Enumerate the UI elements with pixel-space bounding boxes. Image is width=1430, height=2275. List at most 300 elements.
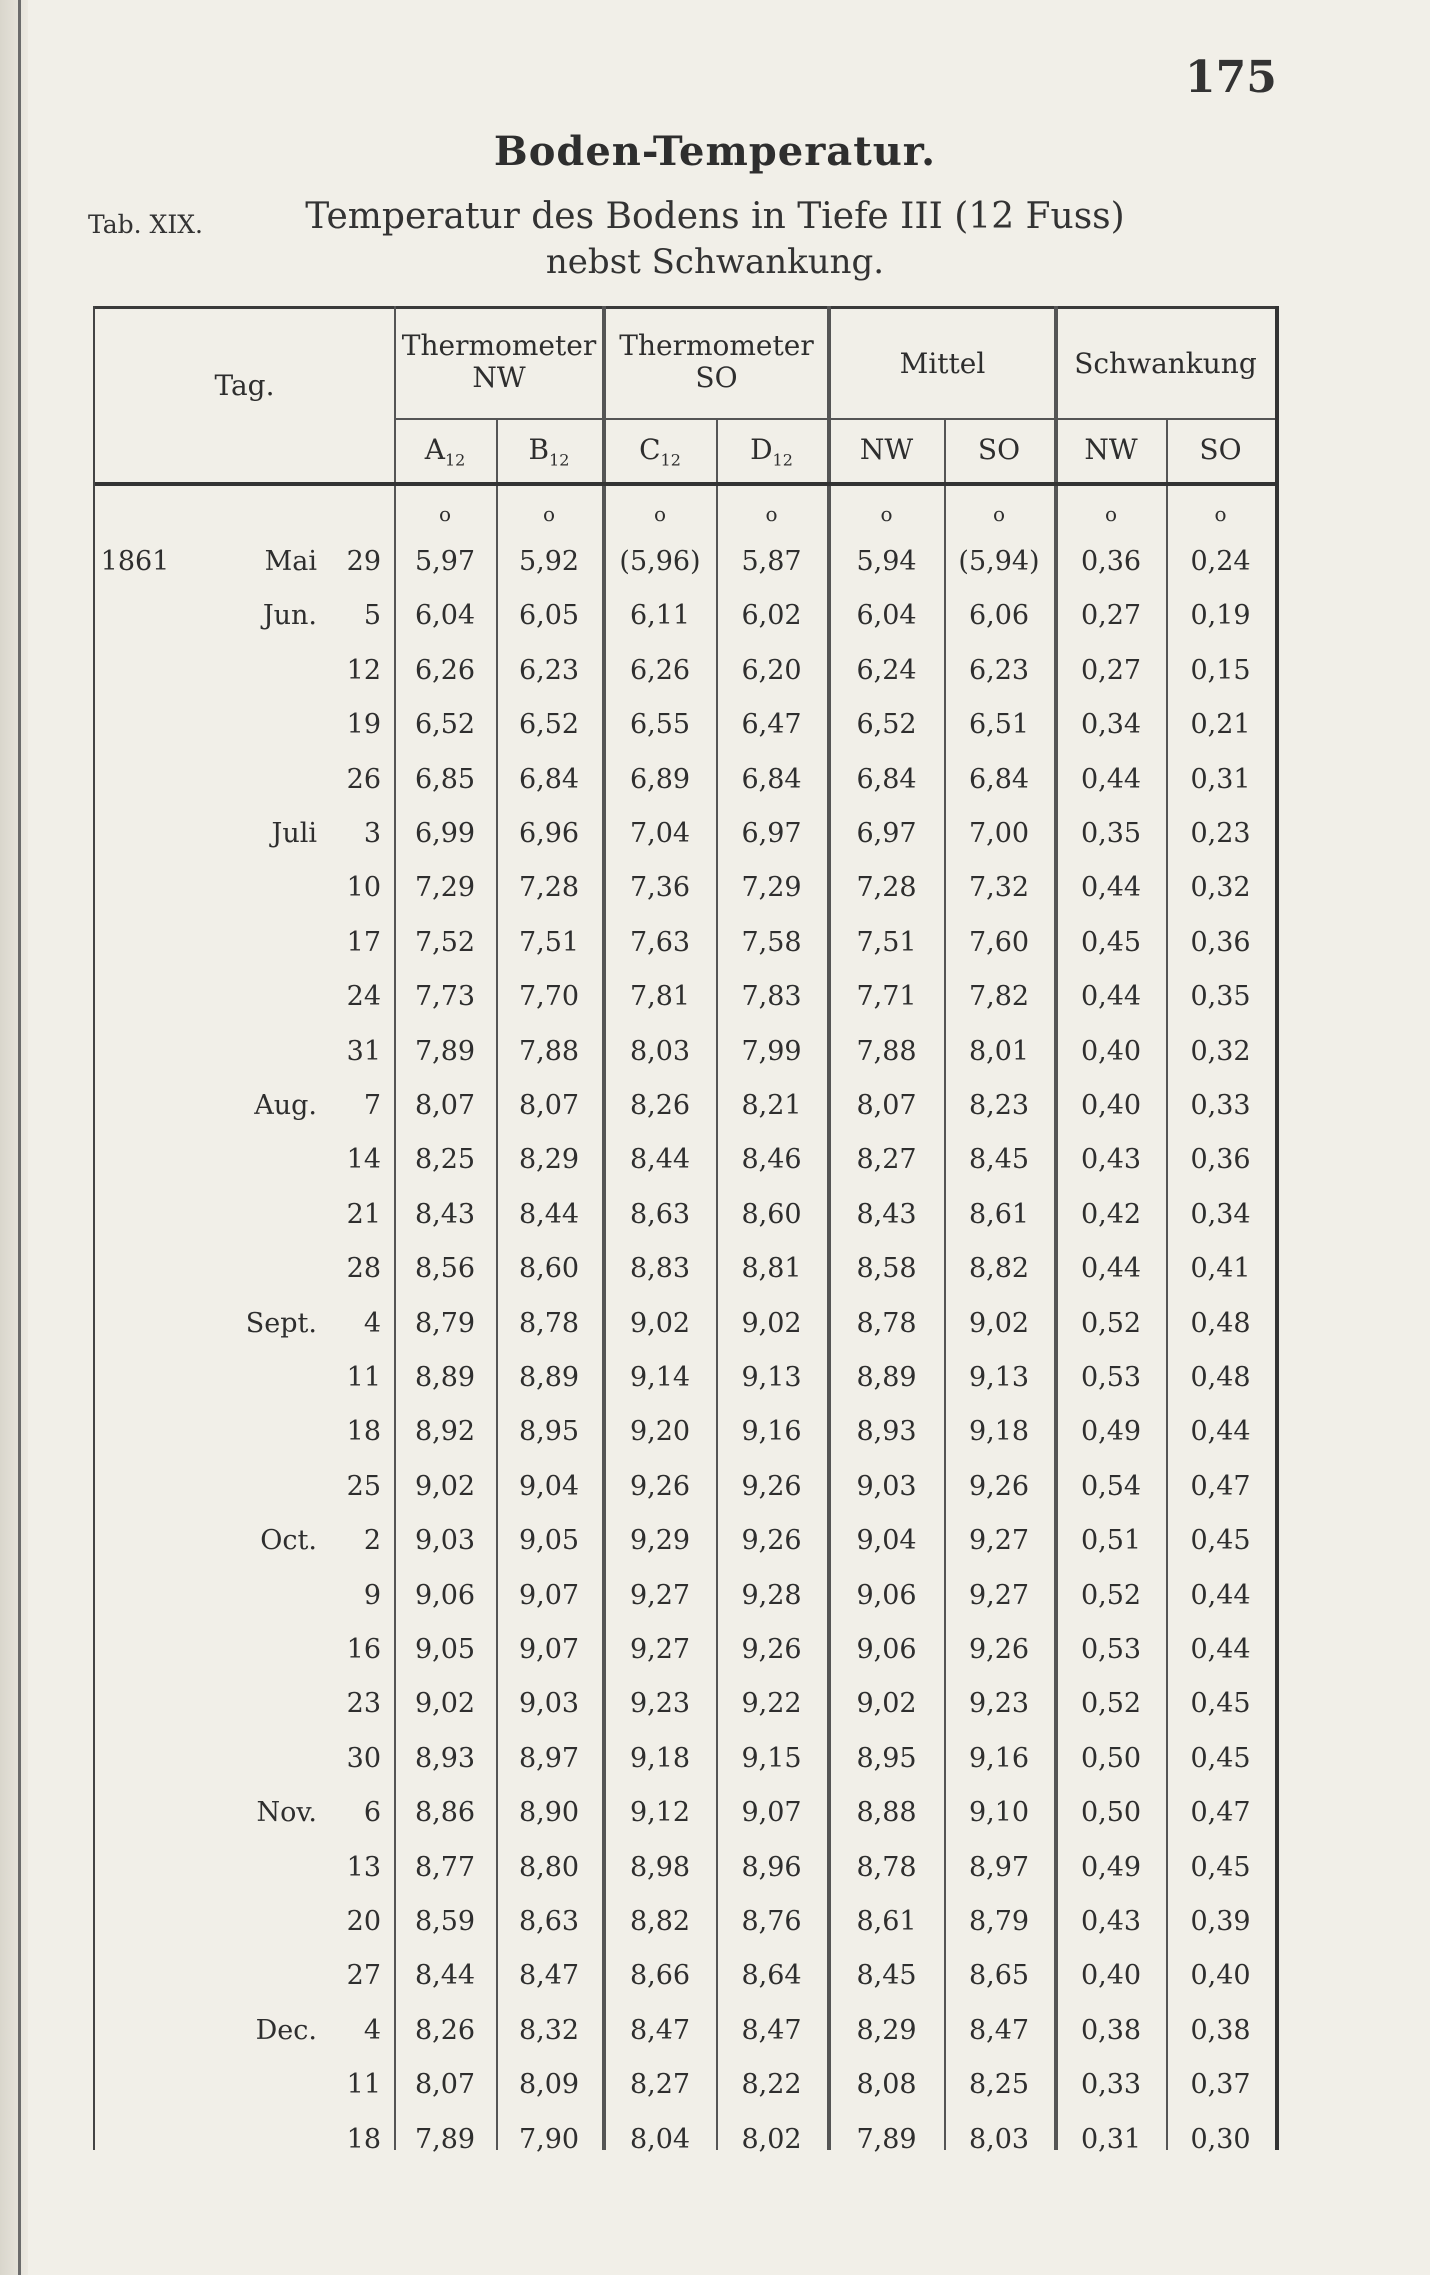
cell-mittel-nw: 8,78 <box>856 1307 917 1339</box>
cell-c12: 8,44 <box>629 1144 691 1176</box>
cell-mittel-so: 7,00 <box>968 818 1030 849</box>
cell-schwankung-nw: 0,42 <box>1080 1198 1142 1230</box>
cell-d12: 9,26 <box>741 1634 802 1665</box>
cell-a12: 5,97 <box>414 546 476 577</box>
cell-schwankung-nw: 0,44 <box>1080 981 1142 1013</box>
table-row <box>95 1735 1275 1789</box>
table-row <box>95 1626 1275 1680</box>
cell-a12: 8,86 <box>414 1797 476 1829</box>
cell-b12: 8,78 <box>518 1307 580 1339</box>
subheader-schw-nw: NW <box>1084 433 1138 466</box>
cell-mittel-nw: 8,29 <box>856 2014 917 2046</box>
header-schwankung: Schwankung <box>1074 347 1257 380</box>
table-row <box>95 1517 1275 1571</box>
table-row <box>95 538 1275 592</box>
cell-mittel-so: 6,84 <box>968 763 1030 795</box>
cell-mittel-nw: 9,06 <box>856 1579 917 1611</box>
cell-mittel-so: 9,26 <box>968 1634 1030 1665</box>
cell-a12: 8,92 <box>414 1416 476 1448</box>
table-caption-line2: nebst Schwankung. <box>545 242 885 282</box>
cell-schwankung-nw: 0,34 <box>1080 709 1142 741</box>
cell-day: 14 <box>346 1144 381 1176</box>
header-tag: Tag. <box>214 369 275 402</box>
cell-mittel-nw: 8,95 <box>856 1742 917 1774</box>
cell-schwankung-so: 0,45 <box>1190 1688 1251 1720</box>
cell-d12: 9,07 <box>741 1797 802 1829</box>
cell-b12: 7,88 <box>518 1035 580 1067</box>
cell-a12: 9,05 <box>414 1634 476 1665</box>
degree-mark: o <box>438 502 452 526</box>
cell-schwankung-nw: 0,40 <box>1080 1090 1142 1121</box>
degree-mark: o <box>765 502 778 526</box>
cell-month: Sept. <box>245 1307 317 1339</box>
cell-schwankung-so: 0,41 <box>1190 1253 1251 1285</box>
table-row <box>95 810 1275 864</box>
cell-month: Dec. <box>255 2014 317 2046</box>
cell-mittel-nw: 6,04 <box>856 600 917 632</box>
cell-c12: 8,27 <box>629 2069 691 2101</box>
cell-d12: 6,97 <box>741 818 802 849</box>
cell-b12: 7,70 <box>518 981 580 1013</box>
cell-d12: 7,83 <box>741 981 802 1013</box>
table-row <box>95 592 1275 646</box>
cell-mittel-so: 8,65 <box>968 1960 1030 1992</box>
cell-schwankung-so: 0,44 <box>1190 1579 1251 1611</box>
cell-schwankung-so: 0,32 <box>1190 1035 1251 1067</box>
cell-schwankung-so: 0,21 <box>1190 709 1251 741</box>
cell-schwankung-so: 0,39 <box>1190 1906 1251 1937</box>
cell-mittel-so: 9,26 <box>968 1470 1030 1502</box>
cell-b12: 8,09 <box>518 2069 580 2101</box>
cell-mittel-so: 8,25 <box>968 2069 1030 2101</box>
cell-b12: 6,84 <box>518 763 580 795</box>
cell-mittel-nw: 8,43 <box>856 1198 917 1230</box>
cell-d12: 8,64 <box>741 1960 802 1992</box>
cell-month: Jun. <box>262 600 317 632</box>
degree-mark: o <box>1214 502 1227 526</box>
cell-mittel-so: 9,23 <box>968 1688 1030 1720</box>
cell-d12: 7,58 <box>741 926 802 958</box>
cell-c12: 9,20 <box>629 1416 691 1448</box>
cell-c12: 8,66 <box>629 1960 691 1992</box>
cell-c12: 9,14 <box>629 1362 691 1393</box>
cell-day: 30 <box>346 1742 381 1774</box>
cell-day: 27 <box>346 1960 381 1992</box>
cell-b12: 8,29 <box>518 1144 580 1176</box>
table-row <box>95 1952 1275 2006</box>
table-row <box>95 2007 1275 2061</box>
cell-schwankung-so: 0,19 <box>1190 600 1251 632</box>
cell-schwankung-so: 0,45 <box>1190 1742 1251 1774</box>
cell-day: 17 <box>346 926 381 958</box>
cell-day: 16 <box>346 1634 381 1665</box>
cell-day: 29 <box>346 546 381 577</box>
cell-d12: 9,26 <box>741 1525 802 1557</box>
cell-c12: 9,18 <box>629 1742 691 1774</box>
cell-d12: 9,02 <box>741 1307 802 1339</box>
cell-mittel-so: 9,10 <box>968 1797 1030 1829</box>
cell-schwankung-so: 0,32 <box>1190 872 1251 904</box>
cell-b12: 9,04 <box>518 1470 580 1502</box>
cell-d12: 7,99 <box>741 1035 802 1067</box>
cell-schwankung-nw: 0,40 <box>1080 1960 1142 1992</box>
table-row <box>95 2116 1275 2170</box>
table-row <box>95 1300 1275 1354</box>
cell-mittel-so: 8,01 <box>968 1035 1030 1067</box>
cell-a12: 6,99 <box>414 818 476 849</box>
subheader-mittel-so: SO <box>977 433 1021 466</box>
cell-mittel-nw: 9,02 <box>856 1688 917 1720</box>
cell-schwankung-so: 0,45 <box>1190 1525 1251 1557</box>
subheader-mittel-nw: NW <box>859 433 914 466</box>
cell-mittel-nw: 6,84 <box>856 763 917 795</box>
cell-day: 23 <box>346 1688 381 1720</box>
cell-day: 28 <box>346 1253 381 1285</box>
cell-b12: 6,23 <box>518 654 580 686</box>
temperature-table <box>93 306 1279 2155</box>
table-row <box>95 973 1275 1027</box>
cell-d12: 5,87 <box>741 546 802 577</box>
cell-month: Juli <box>271 818 317 849</box>
cell-a12: 8,07 <box>414 1090 476 1121</box>
cell-day: 4 <box>363 1307 381 1339</box>
cell-mittel-so: 9,18 <box>968 1416 1030 1448</box>
subheader-b12: $B_{12}$ <box>528 433 570 470</box>
cell-schwankung-so: 0,37 <box>1190 2069 1251 2101</box>
cell-mittel-nw: 7,28 <box>856 872 917 904</box>
cell-schwankung-nw: 0,51 <box>1080 1525 1142 1557</box>
cell-c12: 8,26 <box>629 1090 691 1121</box>
cell-day: 11 <box>346 2069 381 2101</box>
cell-mittel-so: 8,45 <box>968 1144 1030 1176</box>
cell-schwankung-nw: 0,43 <box>1080 1906 1142 1937</box>
table-row <box>95 1680 1275 1734</box>
cell-b12: 8,80 <box>518 1851 580 1883</box>
cell-d12: 7,29 <box>741 872 802 904</box>
cell-c12: 7,36 <box>629 872 691 904</box>
cell-day: 31 <box>346 1035 381 1067</box>
cell-a12: 9,03 <box>414 1525 476 1557</box>
cell-mittel-so: 7,82 <box>968 981 1030 1013</box>
degree-mark: o <box>653 502 667 526</box>
cell-b12: 8,89 <box>518 1362 580 1393</box>
cell-a12: 8,56 <box>414 1253 476 1285</box>
cell-c12: 6,55 <box>629 709 691 741</box>
table-row <box>95 1354 1275 1408</box>
cell-schwankung-so: 0,33 <box>1190 1090 1251 1121</box>
table-row <box>95 864 1275 918</box>
table-row <box>95 1028 1275 1082</box>
cell-schwankung-so: 0,47 <box>1190 1470 1251 1502</box>
cell-mittel-nw: 8,58 <box>856 1253 917 1285</box>
subheader-a12: $A_{12}$ <box>424 433 466 470</box>
cell-day: 2 <box>363 1525 381 1557</box>
cell-schwankung-so: 0,24 <box>1190 546 1251 577</box>
cell-mittel-nw: 5,94 <box>856 546 917 577</box>
cell-b12: 8,47 <box>518 1960 580 1992</box>
cell-mittel-so: 8,47 <box>968 2014 1030 2046</box>
page-number: 175 <box>1185 52 1277 103</box>
cell-schwankung-so: 0,48 <box>1190 1362 1251 1393</box>
table-row <box>95 1191 1275 1245</box>
cell-schwankung-so: 0,40 <box>1190 1960 1251 1992</box>
cell-c12: 7,81 <box>629 981 691 1013</box>
cell-c12: 7,63 <box>629 926 691 958</box>
cell-c12: 8,63 <box>629 1198 691 1230</box>
cell-c12: 9,27 <box>629 1579 691 1611</box>
cell-day: 7 <box>363 1090 381 1121</box>
cell-mittel-so: 9,16 <box>968 1742 1030 1774</box>
cell-mittel-nw: 9,04 <box>856 1525 917 1557</box>
cell-d12: 8,21 <box>741 1090 802 1121</box>
cell-c12: 7,04 <box>629 818 691 849</box>
cell-a12: 6,85 <box>414 763 476 795</box>
cell-mittel-so: 6,51 <box>968 709 1030 741</box>
cell-mittel-nw: 8,61 <box>856 1906 917 1937</box>
cell-a12: 7,29 <box>414 872 476 904</box>
cell-c12: 8,82 <box>629 1906 691 1937</box>
cell-mittel-nw: 7,71 <box>856 981 917 1013</box>
cell-d12: 8,47 <box>741 2014 802 2046</box>
cell-c12: 9,12 <box>629 1797 691 1829</box>
table-top-rule <box>95 306 1275 309</box>
cell-mittel-nw: 8,07 <box>856 1090 917 1121</box>
cell-b12: 6,52 <box>518 709 580 741</box>
cell-b12: 6,96 <box>518 818 580 849</box>
cell-schwankung-nw: 0,27 <box>1080 600 1142 632</box>
cell-schwankung-so: 0,38 <box>1190 2014 1251 2046</box>
cell-c12: 6,11 <box>629 600 691 632</box>
cell-b12: 9,03 <box>518 1688 580 1720</box>
cell-b12: 8,95 <box>518 1416 580 1448</box>
cell-d12: 9,16 <box>741 1416 802 1448</box>
cell-d12: 8,02 <box>741 2123 802 2155</box>
cell-schwankung-so: 0,44 <box>1190 1416 1251 1448</box>
cell-day: 5 <box>363 600 381 632</box>
cell-day: 11 <box>346 1362 381 1393</box>
cell-c12: 9,02 <box>629 1307 691 1339</box>
cell-schwankung-nw: 0,49 <box>1080 1416 1142 1448</box>
cell-a12: 8,44 <box>414 1960 476 1992</box>
page-title: Boden-Temperatur. <box>493 128 937 175</box>
cell-a12: 7,73 <box>414 981 476 1013</box>
header-mittel: Mittel <box>899 347 986 380</box>
cell-schwankung-so: 0,23 <box>1190 818 1251 849</box>
cell-d12: 8,96 <box>741 1851 802 1883</box>
cell-c12: 9,27 <box>629 1634 691 1665</box>
cell-schwankung-nw: 0,53 <box>1080 1362 1142 1393</box>
table-row <box>95 919 1275 973</box>
cell-c12: 9,23 <box>629 1688 691 1720</box>
cell-schwankung-nw: 0,45 <box>1080 926 1142 958</box>
cell-c12: 8,04 <box>629 2123 691 2155</box>
cell-d12: 8,22 <box>741 2069 802 2101</box>
header-thermometer-nw: Thermometer NW <box>401 329 597 394</box>
cell-schwankung-nw: 0,52 <box>1080 1688 1142 1720</box>
cell-schwankung-nw: 0,35 <box>1080 818 1142 849</box>
cell-mittel-nw: 7,89 <box>856 2123 917 2155</box>
table-row <box>95 2061 1275 2115</box>
cell-mittel-so: 8,82 <box>968 1253 1030 1285</box>
cell-b12: 8,32 <box>518 2014 580 2046</box>
cell-schwankung-nw: 0,31 <box>1080 2123 1142 2155</box>
table-row <box>95 756 1275 810</box>
cell-schwankung-so: 0,31 <box>1190 763 1251 795</box>
table-row <box>95 1463 1275 1517</box>
cell-b12: 5,92 <box>518 546 580 577</box>
cell-mittel-so: 8,03 <box>968 2123 1030 2155</box>
cell-year: 1861 <box>100 546 170 577</box>
cell-d12: 8,76 <box>741 1906 802 1937</box>
cell-b12: 9,07 <box>518 1634 580 1665</box>
degree-mark: o <box>542 502 556 526</box>
cell-mittel-nw: 8,27 <box>856 1144 917 1176</box>
cell-b12: 6,05 <box>518 600 580 632</box>
cell-day: 4 <box>363 2014 381 2046</box>
cell-a12: 9,02 <box>414 1688 476 1720</box>
cell-mittel-nw: 8,88 <box>856 1797 917 1829</box>
cell-schwankung-nw: 0,52 <box>1080 1307 1142 1339</box>
cell-c12: 8,98 <box>629 1851 691 1883</box>
cell-mittel-nw: 8,93 <box>856 1416 917 1448</box>
table-row <box>95 1898 1275 1952</box>
cell-b12: 8,97 <box>518 1742 580 1774</box>
cell-a12: 7,89 <box>414 2123 476 2155</box>
cell-schwankung-so: 0,34 <box>1190 1198 1251 1230</box>
cell-d12: 8,81 <box>741 1253 802 1285</box>
cell-b12: 7,51 <box>518 926 580 958</box>
cell-mittel-so: 9,13 <box>968 1362 1030 1393</box>
cell-schwankung-nw: 0,43 <box>1080 1144 1142 1176</box>
cell-a12: 8,79 <box>414 1307 476 1339</box>
cell-a12: 9,02 <box>414 1470 476 1502</box>
cell-day: 26 <box>346 763 381 795</box>
subheader-c12: $C_{12}$ <box>639 433 681 470</box>
cell-mittel-so: 8,23 <box>968 1090 1030 1121</box>
cell-mittel-nw: 6,52 <box>856 709 917 741</box>
header-thermometer-so: Thermometer SO <box>619 329 814 394</box>
cell-mittel-so: 8,61 <box>968 1198 1030 1230</box>
cell-b12: 8,44 <box>518 1198 580 1230</box>
cell-b12: 8,90 <box>518 1797 580 1829</box>
cell-mittel-so: 8,79 <box>968 1906 1030 1937</box>
cell-a12: 8,77 <box>414 1851 476 1883</box>
cell-d12: 6,20 <box>741 654 802 686</box>
cell-schwankung-nw: 0,49 <box>1080 1851 1142 1883</box>
cell-schwankung-nw: 0,53 <box>1080 1634 1142 1665</box>
table-row <box>95 1082 1275 1136</box>
cell-a12: 7,89 <box>414 1035 476 1067</box>
cell-c12: 6,89 <box>629 763 691 795</box>
cell-a12: 8,89 <box>414 1362 476 1393</box>
cell-d12: 9,28 <box>741 1579 802 1611</box>
table-row <box>95 647 1275 701</box>
cell-a12: 8,26 <box>414 2014 476 2046</box>
cell-schwankung-nw: 0,50 <box>1080 1742 1142 1774</box>
cell-mittel-so: 9,27 <box>968 1525 1030 1557</box>
cell-schwankung-nw: 0,50 <box>1080 1797 1142 1829</box>
cell-b12: 8,07 <box>518 1090 580 1121</box>
table-row <box>95 1572 1275 1626</box>
cell-b12: 9,05 <box>518 1525 580 1557</box>
cell-mittel-so: 9,27 <box>968 1579 1030 1611</box>
subheader-schw-so: SO <box>1199 433 1242 466</box>
cell-d12: 9,26 <box>741 1470 802 1502</box>
cell-d12: 6,84 <box>741 763 802 795</box>
table-row <box>95 1408 1275 1462</box>
cell-b12: 7,90 <box>518 2123 580 2155</box>
cell-schwankung-nw: 0,44 <box>1080 872 1142 904</box>
cell-schwankung-so: 0,44 <box>1190 1634 1251 1665</box>
cell-d12: 6,47 <box>741 709 802 741</box>
cell-a12: 8,25 <box>414 1144 476 1176</box>
cell-a12: 8,59 <box>414 1906 476 1937</box>
cell-day: 18 <box>346 1416 381 1448</box>
scan-edge <box>0 0 28 2275</box>
cell-d12: 8,60 <box>741 1198 802 1230</box>
cell-mittel-so: (5,94) <box>958 546 1040 577</box>
table-label: Tab. XIX. <box>88 210 203 239</box>
cell-d12: 9,22 <box>741 1688 802 1720</box>
scan-binding-line <box>18 0 21 2275</box>
cell-schwankung-so: 0,47 <box>1190 1797 1251 1829</box>
cell-schwankung-nw: 0,36 <box>1080 546 1142 577</box>
cell-a12: 9,06 <box>414 1579 476 1611</box>
cell-schwankung-so: 0,36 <box>1190 926 1251 958</box>
cell-d12: 6,02 <box>741 600 802 632</box>
table-row <box>95 1789 1275 1843</box>
cell-d12: 8,46 <box>741 1144 802 1176</box>
cell-mittel-nw: 7,51 <box>856 926 917 958</box>
cell-month: Oct. <box>260 1525 317 1557</box>
cell-a12: 6,04 <box>414 600 476 632</box>
cell-schwankung-so: 0,35 <box>1190 981 1251 1013</box>
header-mid-rule <box>394 418 1275 420</box>
cell-day: 19 <box>346 709 381 741</box>
cell-schwankung-so: 0,15 <box>1190 654 1251 686</box>
cell-schwankung-so: 0,30 <box>1190 2123 1251 2155</box>
cell-day: 12 <box>346 654 381 686</box>
cell-day: 24 <box>346 981 381 1013</box>
cell-day: 18 <box>346 2123 381 2155</box>
cell-mittel-so: 7,32 <box>968 872 1030 904</box>
subheader-d12: $D_{12}$ <box>750 433 793 470</box>
cell-c12: 8,03 <box>629 1035 691 1067</box>
cell-mittel-nw: 8,08 <box>856 2069 917 2101</box>
cell-month: Nov. <box>256 1797 317 1829</box>
cell-b12: 9,07 <box>518 1579 580 1611</box>
degree-mark: o <box>1104 502 1118 526</box>
table-caption-line1: Temperatur des Bodens in Tiefe III (12 Fuss) <box>305 196 1125 237</box>
cell-schwankung-so: 0,36 <box>1190 1144 1251 1176</box>
cell-c12: 6,26 <box>629 654 691 686</box>
cell-c12: 9,29 <box>629 1525 691 1557</box>
table-row <box>95 1245 1275 1299</box>
cell-mittel-nw: 6,97 <box>856 818 917 849</box>
cell-day: 20 <box>346 1906 381 1937</box>
cell-c12: 8,83 <box>629 1253 691 1285</box>
cell-day: 10 <box>346 872 381 904</box>
cell-mittel-so: 6,23 <box>968 654 1030 686</box>
cell-day: 13 <box>346 1851 381 1883</box>
cell-mittel-so: 9,02 <box>968 1307 1030 1339</box>
cell-a12: 6,26 <box>414 654 476 686</box>
cell-d12: 9,13 <box>741 1362 802 1393</box>
cell-mittel-nw: 8,78 <box>856 1851 917 1883</box>
cell-mittel-nw: 7,88 <box>856 1035 917 1067</box>
cell-c12: 8,47 <box>629 2014 691 2046</box>
cell-mittel-nw: 8,89 <box>856 1362 917 1393</box>
